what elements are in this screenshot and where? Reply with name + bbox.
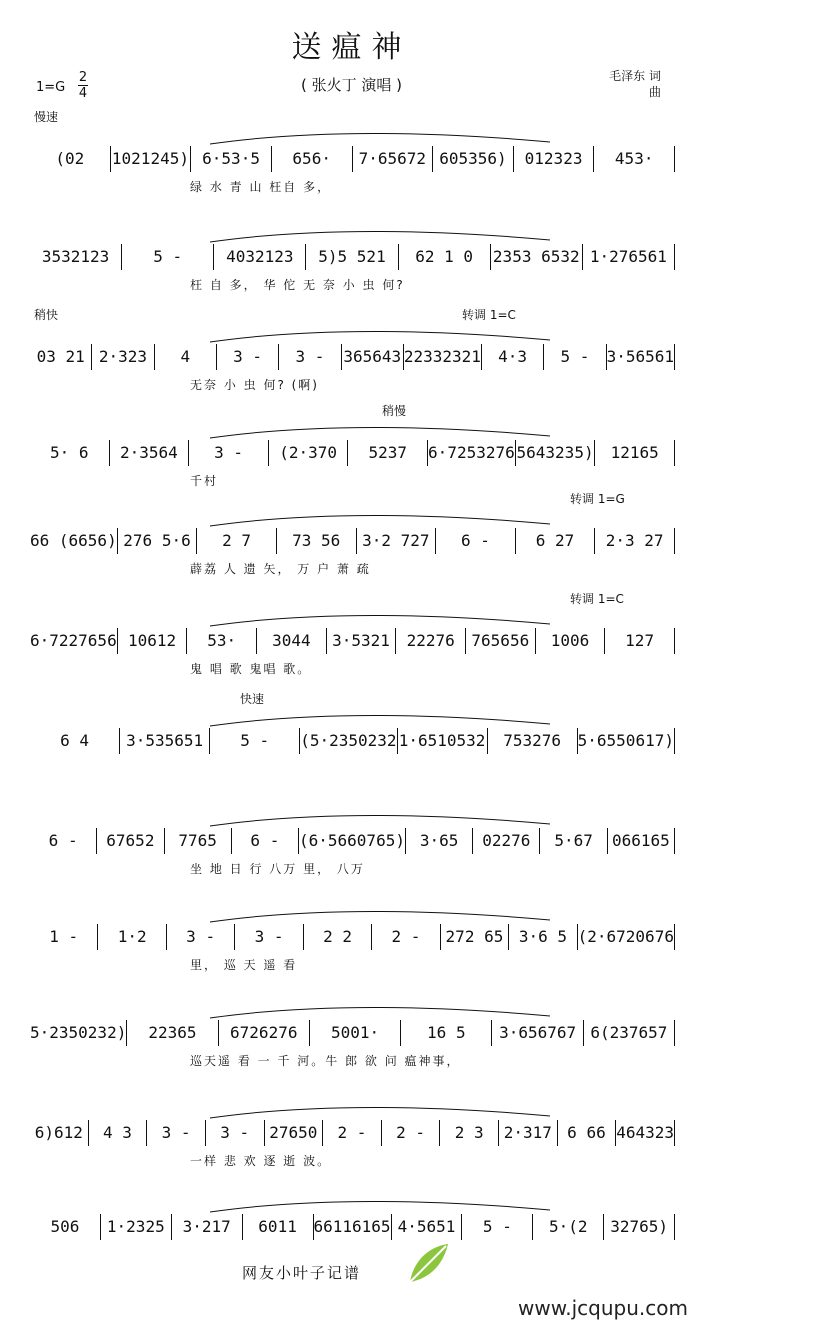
- credits: [609, 68, 661, 100]
- measure: 3·656767: [492, 1020, 583, 1046]
- measure: 1·6510532: [398, 728, 488, 754]
- measure: (2·370: [269, 440, 349, 466]
- measure: 5237: [348, 440, 428, 466]
- measure: 7·65672: [353, 146, 434, 172]
- measure: (6·5660765): [299, 828, 406, 854]
- measure: 656·: [272, 146, 353, 172]
- measure: (2·6720676: [578, 924, 675, 950]
- time-bottom: 4: [78, 86, 88, 101]
- lyrics-line: 无奈 小 虫 何? (啊): [190, 378, 319, 392]
- tempo-marking: 快速: [240, 692, 265, 706]
- measure: 276 5·6: [118, 528, 198, 554]
- measure: 66 (6656): [30, 528, 118, 554]
- measure: 3·65: [406, 828, 473, 854]
- modulation-marking: 转调 1=C: [462, 308, 516, 322]
- measure: 1021245): [111, 146, 192, 172]
- lyrics-line: 一样 悲 欢 逐 逝 波。: [190, 1154, 332, 1168]
- measure: 272 65: [441, 924, 509, 950]
- lyrics-line: 千村: [190, 474, 219, 488]
- measure: 5643235): [516, 440, 596, 466]
- measure: 6)612: [30, 1120, 89, 1146]
- measure: 6011: [243, 1214, 314, 1240]
- modulation-marking: 稍慢: [382, 404, 407, 418]
- measure: 22276: [396, 628, 466, 654]
- measure: 5·(2: [533, 1214, 604, 1240]
- measure: 3·217: [172, 1214, 243, 1240]
- measure: 4 3: [89, 1120, 148, 1146]
- measure: 3 -: [235, 924, 303, 950]
- measure: 3·5321: [327, 628, 397, 654]
- time-top: 2: [78, 70, 88, 85]
- measure: 67652: [97, 828, 164, 854]
- measure: 5·6550617): [578, 728, 675, 754]
- measure: 66116165: [314, 1214, 392, 1240]
- score-system: [30, 790, 675, 880]
- measure: 6(237657: [584, 1020, 675, 1046]
- measure: (02: [30, 146, 111, 172]
- measure: 6 66: [558, 1120, 617, 1146]
- measure: 3532123: [30, 244, 122, 270]
- notation-line: [30, 340, 675, 370]
- composer: 曲: [648, 85, 661, 99]
- lyrics-line: 鬼 唱 歌 鬼唱 歌。: [190, 662, 312, 676]
- measure: 4032123: [214, 244, 306, 270]
- measure: 6726276: [219, 1020, 310, 1046]
- measure: 3 -: [147, 1120, 206, 1146]
- measure: 6·7253276: [428, 440, 516, 466]
- measure: 5)5 521: [306, 244, 398, 270]
- notation-line: [30, 1016, 675, 1046]
- lyrics-line: 枉 自 多， 华 佗 无 奈 小 虫 何?: [190, 278, 405, 292]
- page-title: 送瘟神: [291, 30, 412, 65]
- notation-line: [30, 436, 675, 466]
- page-subtitle: ( 张火丁 演唱 ): [300, 76, 402, 94]
- measure: 5001·: [310, 1020, 401, 1046]
- measure: 2·3 27: [595, 528, 675, 554]
- leaf-icon: [404, 1240, 452, 1288]
- measure: 32765): [604, 1214, 675, 1240]
- lyrics-line: 里， 巡 天 遥 看: [190, 958, 298, 972]
- measure: 4·3: [482, 344, 544, 370]
- transcriber-credit: 网友小叶子记谱: [242, 1264, 362, 1282]
- measure: 22332321: [404, 344, 482, 370]
- measure: 6 -: [30, 828, 97, 854]
- score-system: [30, 690, 675, 780]
- measure: 2·317: [499, 1120, 558, 1146]
- measure: 10612: [118, 628, 188, 654]
- measure: 5 -: [462, 1214, 533, 1240]
- measure: 2·323: [92, 344, 154, 370]
- measure: 4·5651: [392, 1214, 463, 1240]
- lyrics-line: 坐 地 日 行 八万 里， 八万: [190, 862, 365, 876]
- measure: 5· 6: [30, 440, 110, 466]
- notation-line: [30, 524, 675, 554]
- measure: 7765: [165, 828, 232, 854]
- measure: 02276: [473, 828, 540, 854]
- measure: 3 -: [206, 1120, 265, 1146]
- measure: 6 -: [232, 828, 299, 854]
- tempo-marking: 稍快: [34, 308, 59, 322]
- measure: 6·53·5: [191, 146, 272, 172]
- measure: 2 7: [197, 528, 277, 554]
- score-system: [30, 590, 675, 680]
- measure: 22365: [127, 1020, 218, 1046]
- measure: 2·3564: [110, 440, 190, 466]
- measure: 1 -: [30, 924, 98, 950]
- measure: 2 3: [440, 1120, 499, 1146]
- score-system: [30, 402, 675, 492]
- measure: 3 -: [189, 440, 269, 466]
- score-system: [30, 1176, 675, 1266]
- modulation-marking: 转调 1=G: [570, 492, 625, 506]
- measure: 765656: [466, 628, 536, 654]
- measure: 1·2: [98, 924, 166, 950]
- measure: 3·56561: [607, 344, 675, 370]
- notation-line: [30, 1116, 675, 1146]
- measure: 3·6 5: [509, 924, 577, 950]
- measure: 5·2350232): [30, 1020, 127, 1046]
- measure: 3 -: [217, 344, 279, 370]
- measure: 1·2325: [101, 1214, 172, 1240]
- notation-line: [30, 920, 675, 950]
- measure: 3·2 727: [357, 528, 437, 554]
- measure: 1006: [536, 628, 606, 654]
- modulation-marking: 转调 1=C: [570, 592, 624, 606]
- score-system: [30, 982, 675, 1072]
- lyricist: 毛泽东 词: [609, 69, 661, 83]
- measure: 5 -: [210, 728, 300, 754]
- score-system: [30, 886, 675, 976]
- lyrics-line: 绿 水 青 山 枉自 多，: [190, 180, 332, 194]
- score-system: [30, 1082, 675, 1172]
- measure: 16 5: [401, 1020, 492, 1046]
- measure: 5 -: [544, 344, 606, 370]
- measure: 6 27: [516, 528, 596, 554]
- notation-line: [30, 1210, 675, 1240]
- measure: 453·: [594, 146, 675, 172]
- measure: 066165: [608, 828, 675, 854]
- measure: 03 21: [30, 344, 92, 370]
- score-system: [30, 206, 675, 296]
- measure: 365643: [342, 344, 404, 370]
- score-system: [30, 490, 675, 580]
- measure: 3·535651: [120, 728, 210, 754]
- measure: 012323: [514, 146, 595, 172]
- score-system: [30, 306, 675, 396]
- measure: 12165: [595, 440, 675, 466]
- measure: 2353 6532: [491, 244, 583, 270]
- score-system: [30, 108, 675, 198]
- measure: 73 56: [277, 528, 357, 554]
- tempo-marking: 慢速: [34, 110, 59, 124]
- measure: 464323: [616, 1120, 675, 1146]
- site-watermark: www.jcqupu.com: [518, 1296, 688, 1320]
- measure: (5·2350232: [300, 728, 397, 754]
- measure: 6 4: [30, 728, 120, 754]
- measure: 2 -: [323, 1120, 382, 1146]
- measure: 3 -: [279, 344, 341, 370]
- lyrics-line: 巡天遥 看 一 千 河。牛 郎 欲 问 瘟神事，: [190, 1054, 461, 1068]
- measure: 53·: [187, 628, 257, 654]
- measure: 4: [155, 344, 217, 370]
- measure: 6 -: [436, 528, 516, 554]
- measure: 753276: [488, 728, 578, 754]
- measure: 1·276561: [583, 244, 675, 270]
- measure: 506: [30, 1214, 101, 1240]
- time-signature: [78, 70, 88, 101]
- measure: 62 1 0: [399, 244, 491, 270]
- measure: 27650: [265, 1120, 324, 1146]
- measure: 605356): [433, 146, 514, 172]
- measure: 2 2: [304, 924, 372, 950]
- measure: 3044: [257, 628, 327, 654]
- notation-line: [30, 142, 675, 172]
- measure: 5·67: [540, 828, 607, 854]
- measure: 5 -: [122, 244, 214, 270]
- measure: 6·7227656: [30, 628, 118, 654]
- measure: 2 -: [372, 924, 440, 950]
- notation-line: [30, 824, 675, 854]
- measure: 127: [605, 628, 675, 654]
- notation-line: [30, 724, 675, 754]
- key-signature: 1=G: [36, 80, 66, 95]
- notation-line: [30, 624, 675, 654]
- notation-line: [30, 240, 675, 270]
- lyrics-line: 薜荔 人 遗 矢， 万 户 萧 疏: [190, 562, 371, 576]
- measure: 3 -: [167, 924, 235, 950]
- measure: 2 -: [382, 1120, 441, 1146]
